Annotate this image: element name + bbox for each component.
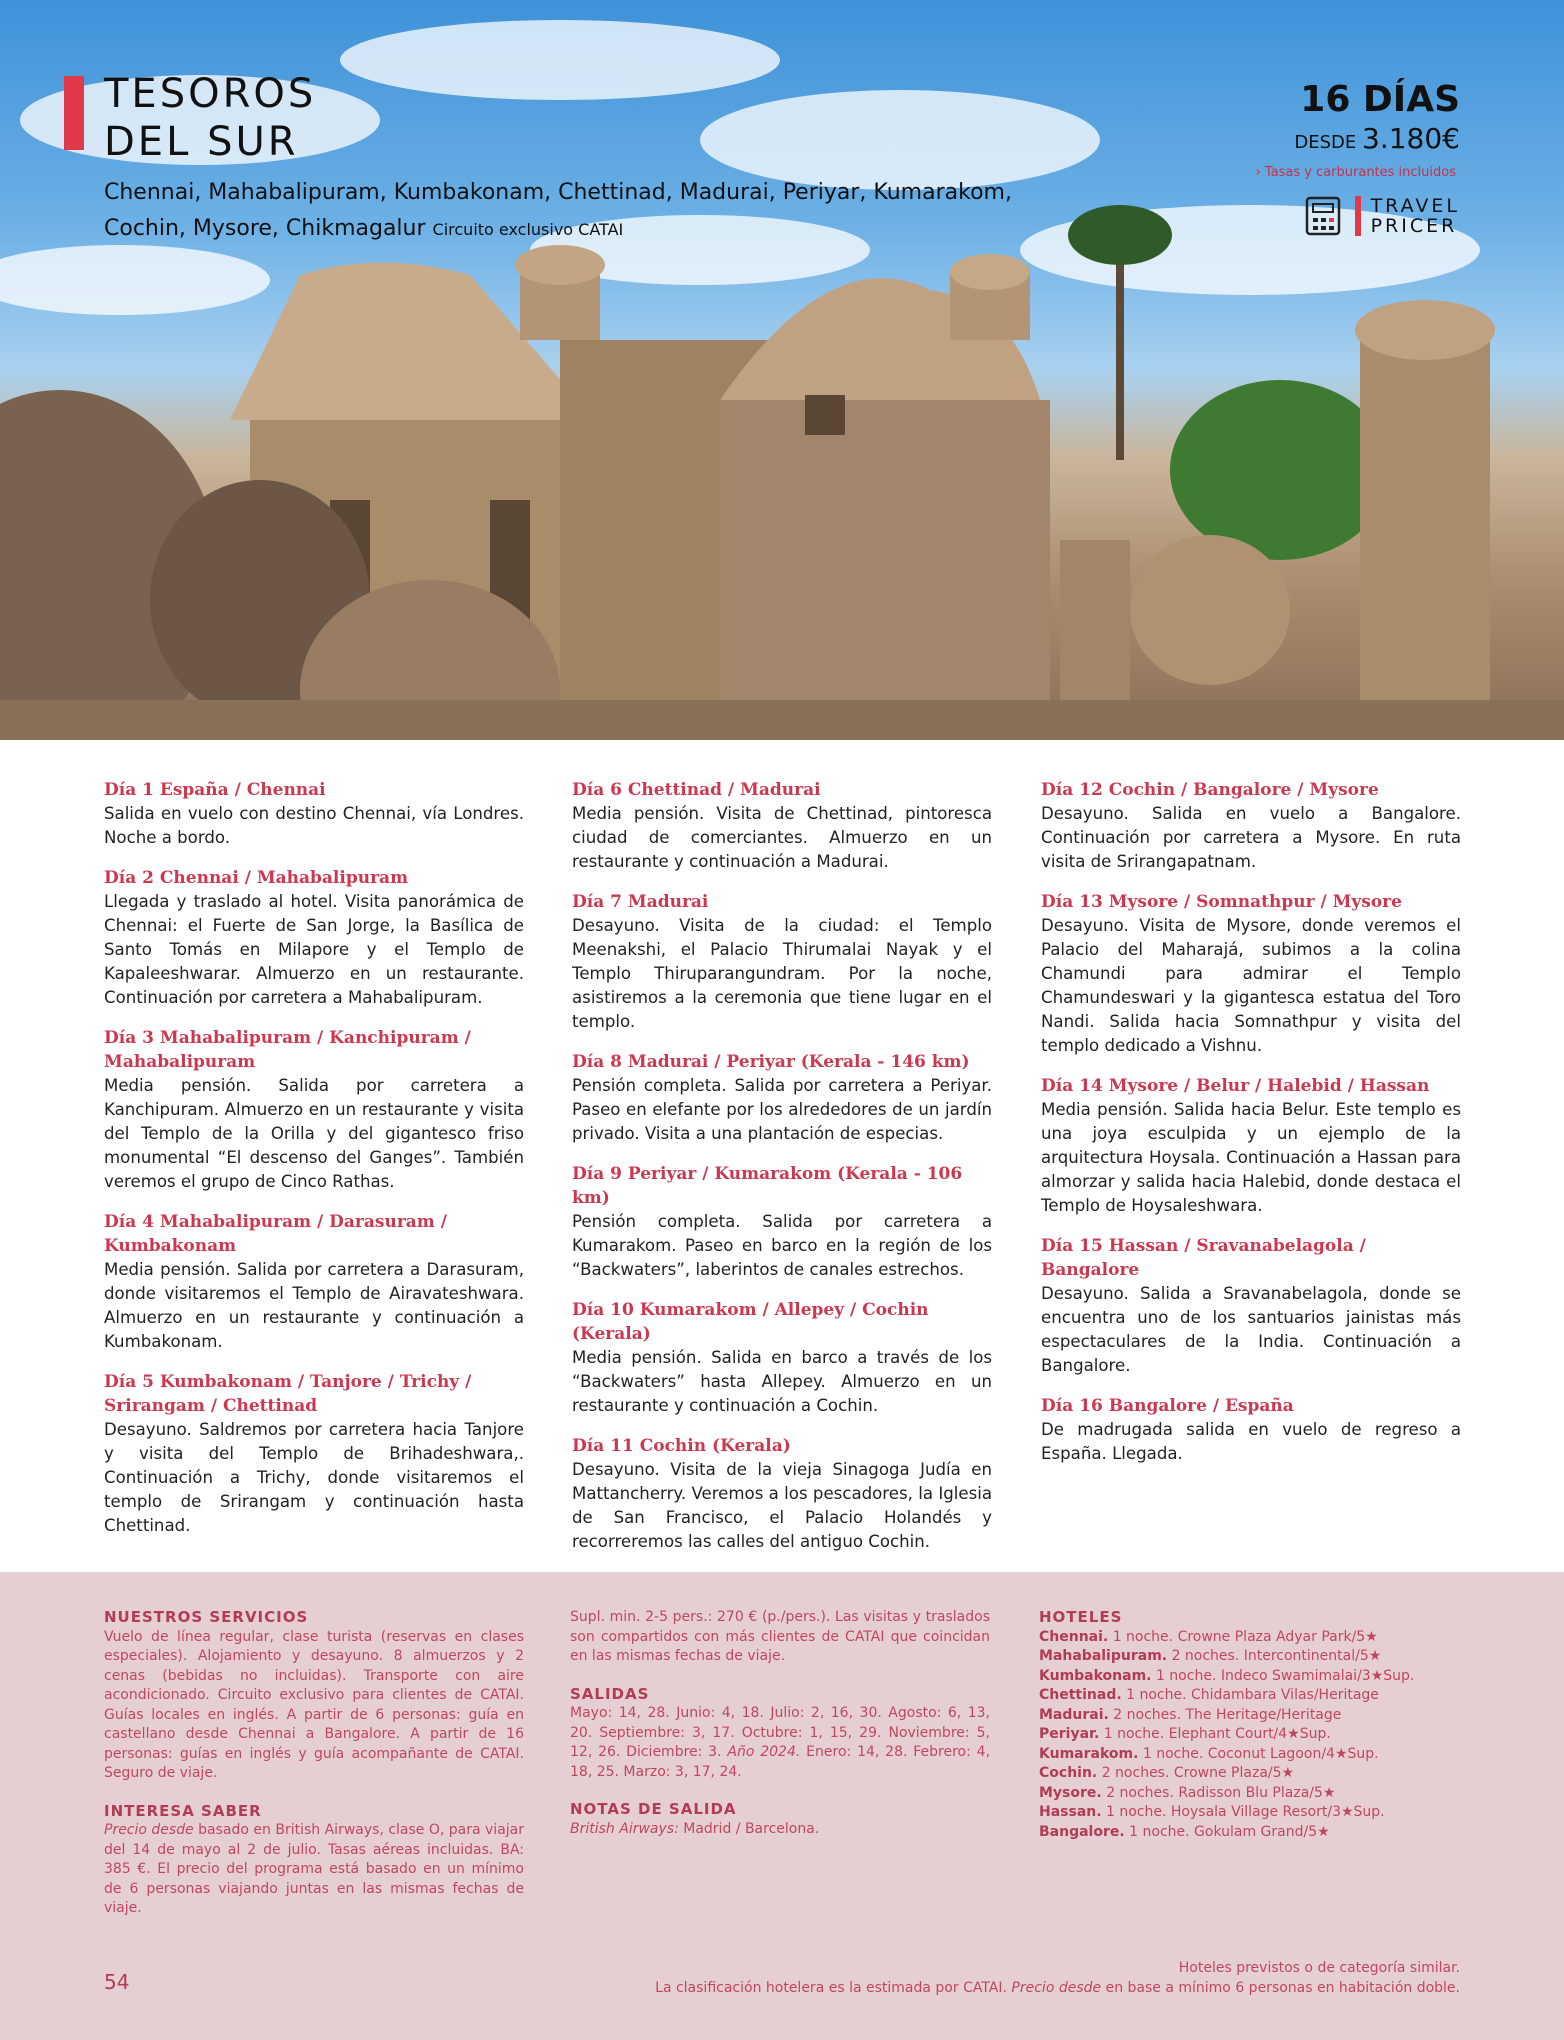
footer-line-1: Hoteles previstos o de categoría similar. — [1178, 1960, 1460, 1976]
travel-word: TRAVEL — [1370, 195, 1460, 217]
notes-heading: NOTAS DE SALIDA — [570, 1800, 737, 1818]
travel-pricer-logo — [1305, 196, 1460, 236]
day-text: Pensión completa. Salida por carretera a Kumarakom. Paseo en barco en la región de los “Backwaters”, laberintos de canales estrechos. — [572, 1212, 992, 1279]
hotel-detail: 2 noches. Radisson Blu Plaza/5★ — [1106, 1784, 1336, 1801]
itinerary-day — [1041, 1394, 1461, 1466]
hotels-heading: HOTELES — [1039, 1608, 1123, 1626]
info-column-2 — [570, 1608, 990, 1857]
footer-line-2a: La clasificación hotelera es la estimada por CATAI. — [655, 1980, 1007, 1996]
interesa-heading: INTERESA SABER — [104, 1801, 262, 1820]
itinerary-day — [1041, 1074, 1461, 1218]
day-title: Día 1 España / Chennai — [104, 780, 326, 800]
services-text: Vuelo de línea regular, clase turista (reservas en clases especiales). Alojamiento y desayuno. 8 almuerzos y 2 cenas (bebidas no incluidas). Transporte con aire acondicionado. Circuito exclusivo para clientes de CATAI. Guías locales en inglés. A partir de 6 personas: guía en castellano desde Chennai a Bangalore. A partir de 16 personas: guías en inglés y guía acompañante de CATAI. Seguro de viaje. — [104, 1628, 524, 1781]
day-text: De madrugada salida en vuelo de regreso a España. Llegada. — [1041, 1420, 1461, 1463]
itinerary-day — [572, 890, 992, 1034]
hotel-item — [1039, 1667, 1459, 1687]
trip-summary — [1294, 78, 1460, 155]
page-title — [104, 70, 316, 166]
day-title: Día 10 Kumarakom / Allepey / Cochin (Kerala) — [572, 1300, 929, 1344]
hotel-detail: 1 noche. Crowne Plaza Adyar Park/5★ — [1112, 1628, 1378, 1645]
hotel-city: Mysore. — [1039, 1784, 1102, 1801]
footer-line-2b: Precio desde — [1011, 1980, 1102, 1996]
itinerary-day — [572, 1298, 992, 1418]
hotel-city: Hassan. — [1039, 1804, 1102, 1820]
day-text: Media pensión. Salida en barco a través de los “Backwaters” hasta Allepey. Almuerzo en un restaurante y continuación a Cochin. — [572, 1348, 992, 1415]
info-column-1 — [104, 1608, 524, 1937]
price-prefix: DESDE — [1294, 132, 1357, 153]
hotel-item — [1039, 1745, 1459, 1765]
hotel-item — [1039, 1686, 1459, 1706]
interesa-body: basado en British Airways, clase O, para viajar del 14 de mayo al 2 de julio. Tasas aéreas incluidas. BA: 385 €. El precio del programa está basado en un mínimo de 6 personas viajando juntas en las mismas fechas de viaje. — [104, 1822, 524, 1916]
day-text: Desayuno. Salida en vuelo a Bangalore. Continuación por carretera a Mysore. En ruta visita de Srirangapatnam. — [1041, 804, 1461, 871]
day-title: Día 7 Madurai — [572, 892, 709, 912]
itinerary-day — [1041, 890, 1461, 1058]
hotel-city: Kumbakonam. — [1039, 1667, 1152, 1684]
itinerary-day — [572, 778, 992, 874]
hotel-item — [1039, 1784, 1459, 1804]
departures-body-2: Enero: 14, 28. Febrero: 4, 18, 25. Marzo: 3, 17, 24. — [570, 1744, 991, 1780]
day-title: Día 14 Mysore / Belur / Halebid / Hassan — [1041, 1076, 1430, 1096]
notes-airline: British Airways: — [570, 1820, 679, 1837]
cities-text: Chennai, Mahabalipuram, Kumbakonam, Chettinad, Madurai, Periyar, Kumarakom, Cochin, Mysore, Chikmagalur — [104, 180, 1012, 241]
price-value: 3.180€ — [1362, 122, 1460, 155]
services-heading: NUESTROS SERVICIOS — [104, 1608, 309, 1626]
day-text: Media pensión. Salida por carretera a Kanchipuram. Almuerzo en un restaurante y visita del Templo de la Orilla y del gigantesco friso monumental “El descenso del Ganges”. También veremos el grupo de Cinco Rathas. — [104, 1076, 524, 1191]
trip-duration: 16 DÍAS — [1300, 79, 1460, 120]
day-title: Día 2 Chennai / Mahabalipuram — [104, 868, 409, 888]
itinerary-day — [572, 1162, 992, 1282]
hotel-city: Chettinad. — [1039, 1687, 1122, 1703]
calculator-icon — [1305, 196, 1341, 236]
travel-pricer-text — [1355, 196, 1460, 236]
hotel-detail: 2 noches. Intercontinental/5★ — [1171, 1648, 1382, 1664]
day-title: Día 5 Kumbakonam / Tanjore / Trichy / Srirangam / Chettinad — [104, 1372, 472, 1416]
hotel-item — [1039, 1706, 1459, 1726]
hotel-item — [1039, 1764, 1459, 1784]
itinerary-day — [1041, 778, 1461, 874]
hotel-detail: 1 noche. Elephant Court/4★Sup. — [1103, 1726, 1331, 1742]
itinerary-day — [104, 778, 524, 850]
taxes-text: Tasas y carburantes incluidos — [1264, 165, 1456, 180]
chevron-right-icon: › — [1255, 165, 1261, 180]
day-text: Media pensión. Visita de Chettinad, pintoresca ciudad de comerciantes. Almuerzo en un restaurante y continuación a Madurai. — [572, 804, 992, 871]
itinerary-column-2 — [572, 778, 992, 1570]
day-text: Desayuno. Salida a Sravanabelagola, donde se encuentra uno de los santuarios jainistas más espectaculares de la India. Continuación a Bangalore. — [1041, 1284, 1461, 1375]
interesa-text — [104, 1821, 524, 1919]
day-title: Día 15 Hassan / Sravanabelagola / Bangalore — [1041, 1236, 1366, 1280]
hotel-detail: 1 noche. Gokulam Grand/5★ — [1129, 1823, 1330, 1840]
interesa-italic: Precio desde — [104, 1822, 194, 1838]
departures-heading: SALIDAS — [570, 1684, 650, 1703]
day-text: Llegada y traslado al hotel. Visita panorámica de Chennai: el Fuerte de San Jorge, la Basílica de Santo Tomás en Milapore y el Templo de Kapaleeshwarar. Almuerzo en un restaurante. Continuación por carretera a Mahabalipuram. — [104, 892, 524, 1007]
departures-body: Mayo: 14, 28. Junio: 4, 18. Julio: 2, 16, 30. Agosto: 6, 13, 20. Septiembre: 3, 17. Octubre: 1, 15, 29. Noviembre: 5, 12, 26. Diciembre: 3. — [570, 1705, 990, 1760]
trip-price — [1294, 122, 1460, 155]
day-text: Desayuno. Visita de la ciudad: el Templo Meenakshi, el Palacio Thirumalai Nayak y el Templo Thiruparangundram. Por la noche, asistiremos a la ceremonia que tiene lugar en el templo. — [572, 916, 992, 1031]
itinerary-day — [104, 866, 524, 1010]
itinerary-day — [1041, 1234, 1461, 1378]
day-title: Día 12 Cochin / Bangalore / Mysore — [1041, 780, 1379, 800]
footer-line-2c: en base a mínimo 6 personas en habitación doble. — [1105, 1980, 1460, 1996]
notes-body: Madrid / Barcelona. — [683, 1820, 820, 1837]
day-title: Día 16 Bangalore / España — [1041, 1396, 1294, 1416]
hotel-city: Periyar. — [1039, 1726, 1100, 1742]
departures-text — [570, 1704, 990, 1782]
day-text: Desayuno. Visita de la vieja Sinagoga Judía en Mattancherry. Veremos a los pescadores, la Iglesia de San Francisco, el Palacio Holandés y recorreremos las calles del antiguo Cochin. — [572, 1460, 992, 1551]
itinerary-day — [572, 1050, 992, 1146]
title-line-2: DEL SUR — [104, 119, 299, 165]
taxes-note — [1255, 165, 1460, 180]
hotel-item — [1039, 1823, 1459, 1843]
day-title: Día 9 Periyar / Kumarakom (Kerala - 106 km) — [572, 1164, 963, 1208]
page-number: 54 — [104, 1970, 130, 1994]
hotel-city: Bangalore. — [1039, 1823, 1125, 1840]
day-title: Día 4 Mahabalipuram / Darasuram / Kumbakonam — [104, 1212, 447, 1256]
circuit-note: Circuito exclusivo CATAI — [432, 220, 624, 239]
itinerary-day — [104, 1026, 524, 1194]
day-text: Pensión completa. Salida por carretera a Periyar. Paseo en elefante por los alrededores de un jardín privado. Visita a una plantación de especias. — [572, 1076, 992, 1143]
hotel-city: Madurai. — [1039, 1706, 1109, 1723]
supplement-text: Supl. min. 2-5 pers.: 270 € (p./pers.). Las visitas y traslados son compartidos con más clientes de CATAI que coincidan en las mismas fechas de viaje. — [570, 1609, 990, 1664]
departures-year: Año 2024. — [727, 1744, 801, 1760]
hotel-item — [1039, 1803, 1459, 1823]
hotel-city: Chennai. — [1039, 1628, 1109, 1645]
day-title: Día 11 Cochin (Kerala) — [572, 1436, 791, 1456]
info-column-3 — [1039, 1608, 1459, 1842]
itinerary-day — [572, 1434, 992, 1554]
hotel-item — [1039, 1647, 1459, 1667]
footer-notes — [655, 1958, 1460, 1998]
day-title: Día 6 Chettinad / Madurai — [572, 780, 821, 800]
hotel-detail: 2 noches. The Heritage/Heritage — [1113, 1706, 1342, 1723]
day-title: Día 13 Mysore / Somnathpur / Mysore — [1041, 892, 1402, 912]
title-accent-bar — [64, 76, 84, 150]
itinerary-day — [104, 1370, 524, 1538]
hotel-detail: 1 noche. Indeco Swamimalai/3★Sup. — [1155, 1667, 1415, 1684]
itinerary-column-3 — [1041, 778, 1461, 1482]
hotel-detail: 1 noche. Coconut Lagoon/4★Sup. — [1142, 1745, 1379, 1762]
day-text: Salida en vuelo con destino Chennai, vía Londres. Noche a bordo. — [104, 804, 524, 847]
hotel-item — [1039, 1628, 1459, 1648]
cities-list — [104, 175, 1084, 248]
day-title: Día 3 Mahabalipuram / Kanchipuram / Mahabalipuram — [104, 1028, 471, 1072]
title-line-1: TESOROS — [104, 71, 317, 117]
hotel-detail: 2 noches. Crowne Plaza/5★ — [1101, 1765, 1295, 1781]
hotel-item — [1039, 1725, 1459, 1745]
hotel-detail: 1 noche. Chidambara Vilas/Heritage — [1126, 1687, 1379, 1703]
hotel-detail: 1 noche. Hoysala Village Resort/3★Sup. — [1106, 1804, 1385, 1820]
hotel-city: Kumarakom. — [1039, 1745, 1139, 1762]
day-title: Día 8 Madurai / Periyar (Kerala - 146 km) — [572, 1052, 970, 1072]
footer-line-2 — [655, 1978, 1460, 1998]
day-text: Media pensión. Salida por carretera a Darasuram, donde visitaremos el Templo de Airavateshwara. Almuerzo en un restaurante y continuación a Kumbakonam. — [104, 1260, 524, 1351]
hotel-city: Cochin. — [1039, 1765, 1098, 1781]
day-text: Media pensión. Salida hacia Belur. Este templo es una joya esculpida y un ejemplo de la arquitectura Hoysala. Continuación a Hassan para almorzar y salida hacia Halebid, donde destaca el Templo de Hoysaleshwara. — [1041, 1100, 1461, 1215]
itinerary-day — [104, 1210, 524, 1354]
day-text: Desayuno. Visita de Mysore, donde veremos el Palacio del Maharajá, subimos a la colina Chamundi para admirar el Templo Chamundeswari y la gigantesca estatua del Toro Nandi. Salida hacia Somnathpur y visita del templo dedicado a Vishnu. — [1041, 916, 1461, 1055]
hotel-city: Mahabalipuram. — [1039, 1648, 1168, 1664]
pricer-word: PRICER — [1370, 215, 1458, 237]
notes-text — [570, 1820, 990, 1840]
itinerary-column-1 — [104, 778, 524, 1554]
day-text: Desayuno. Saldremos por carretera hacia Tanjore y visita del Templo de Brihadeshwara,. Continuación a Trichy, donde visitaremos el templo de Srirangam y continuación hasta Chettinad. — [104, 1420, 524, 1535]
